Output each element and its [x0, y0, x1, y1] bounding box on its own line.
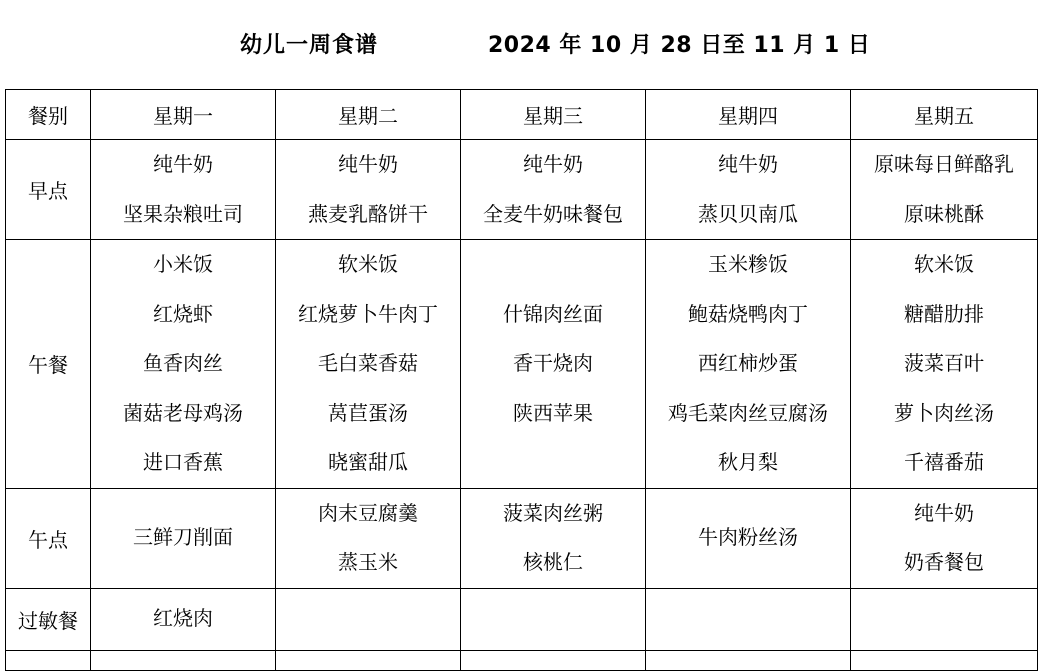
menu-cell-wednesday	[461, 488, 646, 588]
menu-cell-wednesday	[461, 240, 646, 489]
empty-cell	[276, 650, 461, 670]
menu-item: 千禧番茄	[904, 450, 984, 474]
menu-cell-wednesday	[461, 140, 646, 240]
meal-label: 早点	[6, 140, 91, 240]
allergy-meal-row	[6, 588, 1038, 650]
menu-cell-tuesday	[276, 588, 461, 650]
menu-item: 原味每日鲜酪乳	[874, 152, 1014, 176]
menu-item: 红烧肉	[153, 606, 213, 631]
empty-cell	[646, 650, 851, 670]
menu-cell-thursday	[646, 588, 851, 650]
column-header-wednesday: 星期三	[461, 90, 646, 140]
menu-item: 纯牛奶	[523, 152, 583, 176]
menu-item: 燕麦乳酪饼干	[308, 201, 428, 226]
menu-item: 陕西苹果	[513, 400, 593, 425]
menu-item: 蒸贝贝南瓜	[698, 201, 798, 226]
page-header	[0, 22, 1048, 62]
menu-cell-friday	[851, 140, 1038, 240]
afternoon-snack-row	[6, 488, 1038, 588]
menu-cell-monday	[91, 488, 276, 588]
menu-item: 鲍菇烧鸭肉丁	[688, 301, 808, 326]
menu-item: 毛白菜香菇	[318, 351, 418, 375]
empty-cell	[6, 650, 91, 670]
header-row	[6, 90, 1038, 140]
menu-cell-monday	[91, 588, 276, 650]
table-row	[6, 650, 1038, 670]
menu-item: 蒸玉米	[338, 550, 398, 574]
menu-item: 小米饭	[153, 252, 213, 276]
menu-item: 鱼香肉丝	[143, 351, 223, 375]
menu-item: 软米饭	[338, 252, 398, 276]
menu-item: 纯牛奶	[153, 152, 213, 176]
menu-cell-thursday	[646, 140, 851, 240]
menu-cell-tuesday	[276, 240, 461, 489]
menu-item: 原味桃酥	[904, 201, 984, 226]
weekly-menu-table	[5, 89, 1038, 671]
menu-item: 菌菇老母鸡汤	[123, 400, 243, 425]
menu-item: 菠菜百叶	[904, 351, 984, 375]
column-header-monday: 星期一	[91, 90, 276, 140]
menu-item: 什锦肉丝面	[503, 301, 603, 326]
menu-item: 糖醋肋排	[904, 301, 984, 326]
empty-cell	[91, 650, 276, 670]
menu-cell-thursday	[646, 488, 851, 588]
menu-item: 红烧萝卜牛肉丁	[298, 301, 438, 326]
page-title: 幼儿一周食谱	[240, 33, 379, 58]
menu-item: 奶香餐包	[904, 550, 984, 574]
column-header-meal: 餐别	[6, 90, 91, 140]
menu-item: 坚果杂粮吐司	[123, 201, 243, 226]
menu-item: 纯牛奶	[914, 500, 974, 525]
lunch-row	[6, 240, 1038, 489]
menu-item: 软米饭	[914, 252, 974, 276]
menu-cell-tuesday	[276, 140, 461, 240]
column-header-friday: 星期五	[851, 90, 1038, 140]
menu-item: 红烧虾	[153, 301, 213, 326]
menu-item: 菠菜肉丝粥	[503, 500, 603, 525]
menu-cell-monday	[91, 240, 276, 489]
empty-cell	[461, 650, 646, 670]
menu-item: 三鲜刀削面	[133, 525, 233, 550]
column-header-tuesday: 星期二	[276, 90, 461, 140]
meal-label: 午点	[6, 488, 91, 588]
menu-item: 玉米糁饭	[708, 252, 788, 276]
menu-item: 核桃仁	[523, 550, 583, 574]
menu-item: 纯牛奶	[338, 152, 398, 176]
menu-cell-wednesday	[461, 588, 646, 650]
menu-item: 莴苣蛋汤	[328, 400, 408, 425]
column-header-thursday: 星期四	[646, 90, 851, 140]
menu-cell-friday	[851, 240, 1038, 489]
breakfast-row	[6, 140, 1038, 240]
date-range: 2024 年 10 月 28 日至 11 月 1 日	[488, 33, 871, 58]
menu-cell-friday	[851, 588, 1038, 650]
menu-item: 全麦牛奶味餐包	[483, 201, 623, 226]
menu-cell-thursday	[646, 240, 851, 489]
menu-item: 肉末豆腐羹	[318, 500, 418, 525]
meal-label: 过敏餐	[6, 588, 91, 650]
menu-cell-friday	[851, 488, 1038, 588]
empty-cell	[851, 650, 1038, 670]
menu-item: 秋月梨	[718, 450, 778, 474]
menu-item: 香干烧肉	[513, 351, 593, 375]
menu-item: 牛肉粉丝汤	[698, 525, 798, 550]
menu-item: 西红柿炒蛋	[698, 351, 798, 375]
menu-item: 纯牛奶	[718, 152, 778, 176]
menu-cell-monday	[91, 140, 276, 240]
meal-label: 午餐	[6, 240, 91, 489]
menu-cell-tuesday	[276, 488, 461, 588]
menu-item: 进口香蕉	[143, 450, 223, 474]
menu-item: 晓蜜甜瓜	[328, 450, 408, 474]
menu-item: 萝卜肉丝汤	[894, 400, 994, 425]
menu-item: 鸡毛菜肉丝豆腐汤	[668, 400, 828, 425]
